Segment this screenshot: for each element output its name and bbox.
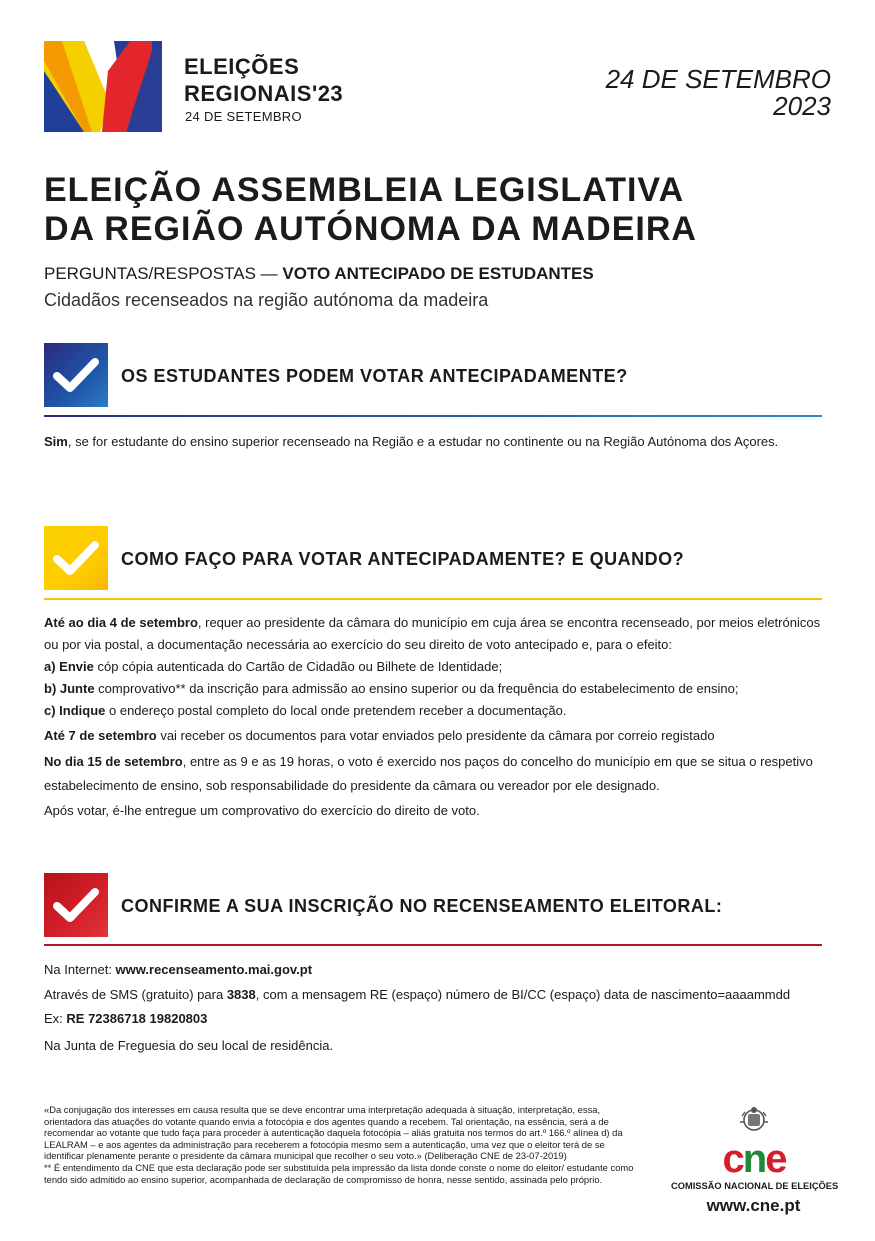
cne-name: COMISSÃO NACIONAL DE ELEIÇÕES xyxy=(671,1181,839,1191)
sms-suffix: , com a mensagem RE (espaço) número de BI/CC (espaço) data de nascimento=aaaammdd xyxy=(255,986,791,1002)
section2-divider xyxy=(44,598,822,600)
answer-bold: Sim xyxy=(44,434,68,449)
sms-number: 3838 xyxy=(226,986,256,1002)
cne-website-link[interactable]: www.cne.pt xyxy=(706,1196,801,1215)
header-date-line2: 2023 xyxy=(773,91,831,121)
footnote-2: ** É entendimento da CNE que esta declaração pode ser substituída pela impressão da lista donde conste o nome do eleitor/ estudante como tendo sido admitido ao ensino superior, acompanhada de declaração de compromisso de honra, nesse sentido, assinada pelo próprio. xyxy=(44,1161,634,1185)
list-item xyxy=(44,678,834,700)
sms-line xyxy=(44,983,834,1007)
section1-check-box xyxy=(44,343,108,407)
brand-date: 24 DE SETEMBRO xyxy=(185,109,302,124)
section3-body xyxy=(44,958,834,1058)
cne-logo xyxy=(712,1106,796,1180)
item-a-bold: a) Envie xyxy=(44,659,94,674)
paragraph: Após votar, é-lhe entregue um comprovativo do exercício do direito de voto. xyxy=(44,803,480,818)
paragraph xyxy=(44,725,834,747)
header-date-line1: 24 DE SETEMBRO xyxy=(605,64,831,94)
elections-logo-mark xyxy=(44,41,162,132)
section1-heading: OS ESTUDANTES PODEM VOTAR ANTECIPADAMENTE? xyxy=(121,366,628,386)
item-b-text: comprovativo** da inscrição para admissão ao ensino superior ou da frequência do estabelecimento de ensino; xyxy=(94,681,739,696)
item-c-bold: c) Indique xyxy=(44,703,106,718)
page-title-line2: DA REGIÃO AUTÓNOMA DA MADEIRA xyxy=(44,210,697,248)
footnote xyxy=(44,1104,640,1185)
item-c-text: o endereço postal completo do local onde pretendem receber a documentação. xyxy=(105,703,567,718)
subtitle-bold: VOTO ANTECIPADO DE ESTUDANTES xyxy=(282,264,594,283)
p3-text: , entre as 9 e as 19 horas, o voto é exercido nos paços do concelho do município em que se situa o respetivo estabelecimento de ensino, sob responsabilidade do presidente da câmara ou vereador por ele designado. xyxy=(44,754,813,793)
internet-prefix: Na Internet: xyxy=(44,962,116,977)
section3-divider xyxy=(44,944,822,946)
checkmark-icon xyxy=(44,526,108,590)
page-title-line1: ELEIÇÃO ASSEMBLEIA LEGISLATIVA xyxy=(44,171,685,209)
section3-check-box xyxy=(44,873,108,937)
item-b-bold: b) Junte xyxy=(44,681,95,696)
p3-bold: No dia 15 de setembro xyxy=(44,754,183,769)
header-date xyxy=(606,66,831,120)
p1-bold: Até ao dia 4 de setembro xyxy=(44,615,198,630)
example-value: RE 72386718 19820803 xyxy=(66,1011,208,1026)
coat-of-arms-icon xyxy=(740,1107,768,1130)
p2-bold: Até 7 de setembro xyxy=(44,728,157,743)
answer-text: , se for estudante do ensino superior recenseado na Região e a estudar no continente ou na Região Autónoma dos Açores. xyxy=(67,434,779,449)
section2-check-box xyxy=(44,526,108,590)
section1-answer xyxy=(44,431,834,453)
sms-prefix: Através de SMS (gratuito) para xyxy=(44,986,227,1002)
p2-text: vai receber os documentos para votar enviados pelo presidente da câmara por correio registado xyxy=(156,728,715,743)
item-a-text: cóp cópia autenticada do Cartão de Cidadão ou Bilhete de Identidade; xyxy=(93,659,503,674)
junta-line: Na Junta de Freguesia do seu local de residência. xyxy=(44,1037,334,1053)
example-line xyxy=(44,1007,834,1031)
footnote-1: «Da conjugação dos interesses em causa resulta que se deve encontrar uma interpretação adequada à situação, interpretação, essa, orientadora das atuações do votante quando envia a fotocópia e dos agentes quando a recebem. Tal orientação, na essência, será a de recomendar ao votante que tudo faça para proceder à autenticação daquela fotocópia – aliás gratuita nos termos do art.º 166.º alínea d) da LEALRAM – e aos agentes da administração para receberem a fotocópia mesmo sem a autenticação, uma vez que o eleitor terá de se identificar plenamente perante o presidente da câmara municipal que recolher o seu voto.» (Deliberação CNE de 23-07-2019) xyxy=(44,1104,623,1162)
subtitle-audience: Cidadãos recenseados na região autónoma da madeira xyxy=(44,290,489,310)
section1-divider xyxy=(44,415,822,417)
section2-heading: COMO FAÇO PARA VOTAR ANTECIPADAMENTE? E QUANDO? xyxy=(121,549,685,569)
brand-line-2: REGIONAIS'23 xyxy=(184,81,344,106)
cne-letters: cne xyxy=(722,1137,786,1180)
example-prefix: Ex: xyxy=(44,1011,67,1026)
list-item xyxy=(44,656,834,678)
internet-line xyxy=(44,958,834,982)
checkmark-icon xyxy=(44,343,108,407)
paragraph xyxy=(44,612,834,656)
list-item xyxy=(44,700,834,722)
checkmark-icon xyxy=(44,873,108,937)
brand-line-1: ELEIÇÕES xyxy=(184,54,300,79)
subtitle xyxy=(44,264,594,284)
recenseamento-link[interactable]: www.recenseamento.mai.gov.pt xyxy=(115,962,313,977)
section2-body xyxy=(44,612,834,822)
p1-text: , requer ao presidente da câmara do município em cuja área se encontra recenseado, por meios eletrónicos ou por via postal, a documentação necessária ao exercício do seu direito de voto antecipado e, para o efeito: xyxy=(44,615,821,652)
paragraph xyxy=(44,750,834,797)
section3-heading: CONFIRME A SUA INSCRIÇÃO NO RECENSEAMENTO ELEITORAL: xyxy=(121,896,723,916)
subtitle-prefix: PERGUNTAS/RESPOSTAS — xyxy=(44,264,283,283)
